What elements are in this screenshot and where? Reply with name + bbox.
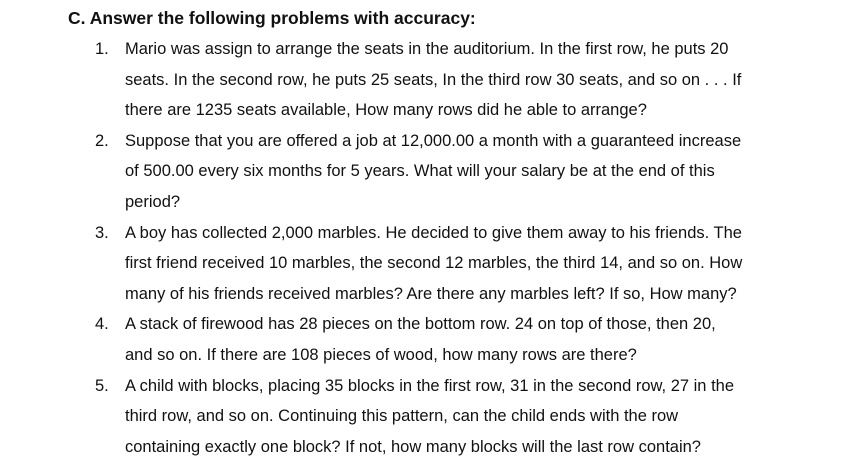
problem-item-3	[0, 218, 867, 310]
problem-number: 4.	[95, 315, 109, 334]
problem-line: first friend received 10 marbles, the second 12 marbles, the third 14, and so on. How	[125, 254, 743, 273]
problem-line: third row, and so on. Continuing this pattern, can the child ends with the row	[125, 407, 679, 426]
problem-number: 5.	[95, 376, 109, 395]
problem-line: A child with blocks, placing 35 blocks in the first row, 31 in the second row, 27 in the	[125, 376, 735, 395]
problem-number: 2.	[95, 131, 109, 150]
problem-number: 3.	[95, 223, 109, 242]
problem-line: period?	[125, 192, 181, 211]
problem-line: A stack of firewood has 28 pieces on the bottom row. 24 on top of those, then 20,	[125, 315, 716, 334]
problem-text	[125, 34, 815, 126]
problem-list	[0, 34, 867, 462]
problem-line: Suppose that you are offered a job at 12,000.00 a month with a guaranteed increase	[125, 131, 742, 150]
problem-line: Mario was assign to arrange the seats in the auditorium. In the first row, he puts 20	[125, 40, 729, 58]
problem-text	[125, 218, 815, 310]
problem-item-2	[0, 126, 867, 218]
problem-line: many of his friends received marbles? Are there any marbles left? If so, How many?	[125, 284, 737, 303]
problem-item-4	[0, 309, 867, 370]
problem-text	[125, 371, 815, 463]
problem-line: of 500.00 every six months for 5 years. What will your salary be at the end of this	[125, 162, 715, 181]
problem-number: 1.	[95, 40, 109, 58]
problem-line: containing exactly one block? If not, how many blocks will the last row contain?	[125, 437, 701, 456]
problem-line: and so on. If there are 108 pieces of wood, how many rows are there?	[125, 345, 637, 364]
problem-line: there are 1235 seats available, How many rows did he able to arrange?	[125, 101, 647, 120]
problem-text	[125, 309, 815, 370]
problem-line: A boy has collected 2,000 marbles. He decided to give them away to his friends. The	[125, 223, 742, 242]
problem-text	[125, 126, 815, 218]
problem-item-5	[0, 371, 867, 463]
problem-line: seats. In the second row, he puts 25 seats, In the third row 30 seats, and so on . . . If	[125, 70, 742, 89]
problem-item-1	[0, 34, 867, 126]
section-heading: C. Answer the following problems with accuracy:	[68, 8, 476, 28]
